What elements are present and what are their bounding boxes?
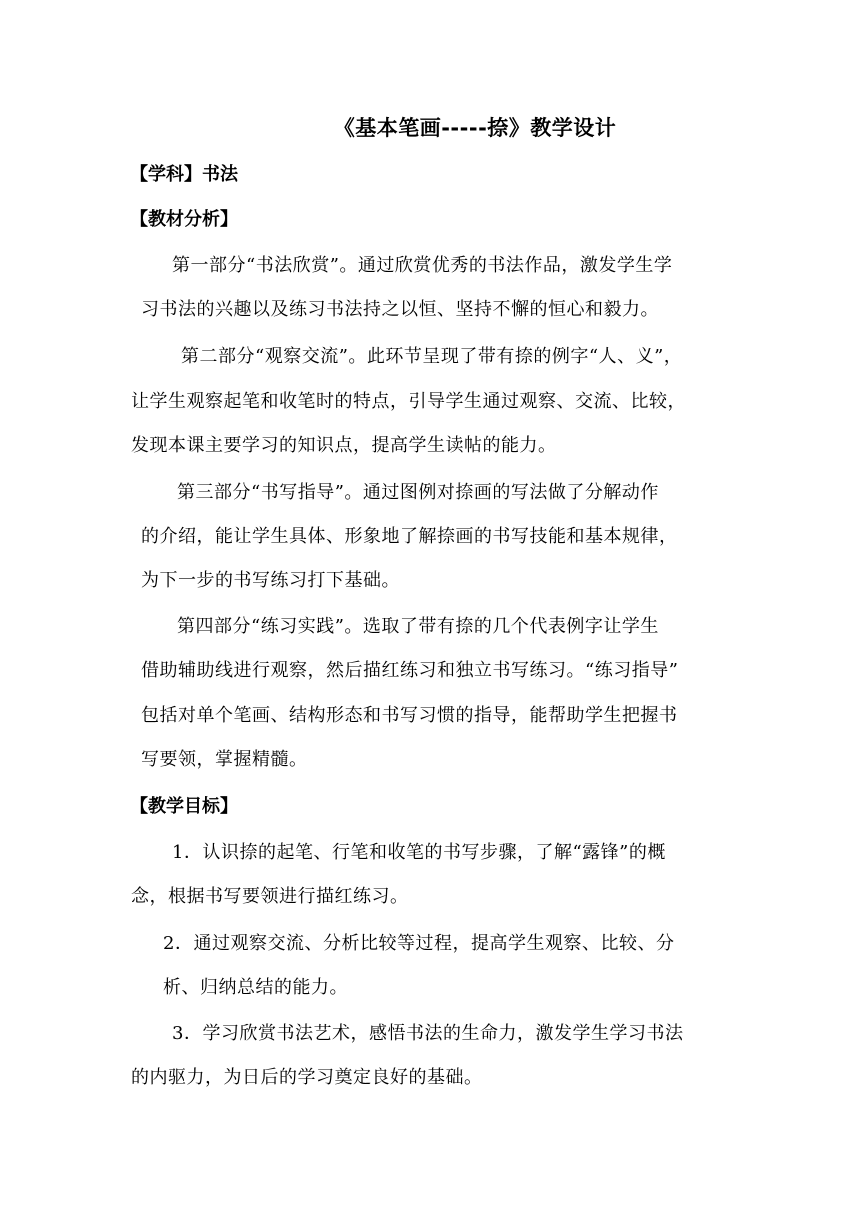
analysis-heading: 【教材分析】 (130, 209, 238, 230)
analysis-p3-line1: 第三部分“书写指导”。通过图例对捺画的写法做了分解动作 (177, 482, 659, 503)
goal-3-line1: 3．学习欣赏书法艺术，感悟书法的生命力，激发学生学习书法 (172, 1023, 684, 1044)
subject-heading: 【学科】书法 (130, 164, 238, 185)
goal-1-line2: 念，根据书写要领进行描红练习。 (131, 886, 409, 907)
goals-heading: 【教学目标】 (130, 796, 238, 817)
analysis-p4-line2: 借助辅助线进行观察，然后描红练习和独立书写练习。“练习指导” (141, 660, 679, 681)
goal-2-line2: 析、归纳总结的能力。 (163, 977, 348, 998)
analysis-p4-line3: 包括对单个笔画、结构形态和书写习惯的指导，能帮助学生把握书 (141, 705, 678, 726)
analysis-p4-line4: 写要领，掌握精髓。 (141, 749, 308, 770)
document-title: 《基本笔画-----捺》教学设计 (333, 116, 617, 140)
analysis-p4-line1: 第四部分“练习实践”。选取了带有捺的几个代表例字让学生 (177, 616, 659, 637)
analysis-p1-line1: 第一部分“书法欣赏”。通过欣赏优秀的书法作品，激发学生学 (172, 255, 673, 276)
analysis-p1-line2: 习书法的兴趣以及练习书法持之以恒、坚持不懈的恒心和毅力。 (141, 299, 659, 320)
analysis-p2-line2: 让学生观察起笔和收笔时的特点，引导学生通过观察、交流、比较， (131, 391, 686, 412)
goal-1-line1: 1．认识捺的起笔、行笔和收笔的书写步骤，了解“露锋”的概 (172, 842, 666, 863)
analysis-p2-line1: 第二部分“观察交流”。此环节呈现了带有捺的例字“人、义”， (181, 346, 683, 367)
analysis-p3-line3: 为下一步的书写练习打下基础。 (141, 570, 400, 591)
analysis-p2-line3: 发现本课主要学习的知识点，提高学生读帖的能力。 (131, 435, 557, 456)
goal-3-line2: 的内驱力，为日后的学习奠定良好的基础。 (131, 1067, 483, 1088)
analysis-p3-line2: 的介绍，能让学生具体、形象地了解捺画的书写技能和基本规律， (141, 526, 678, 547)
goal-2-line1: 2．通过观察交流、分析比较等过程，提高学生观察、比较、分 (163, 933, 675, 954)
